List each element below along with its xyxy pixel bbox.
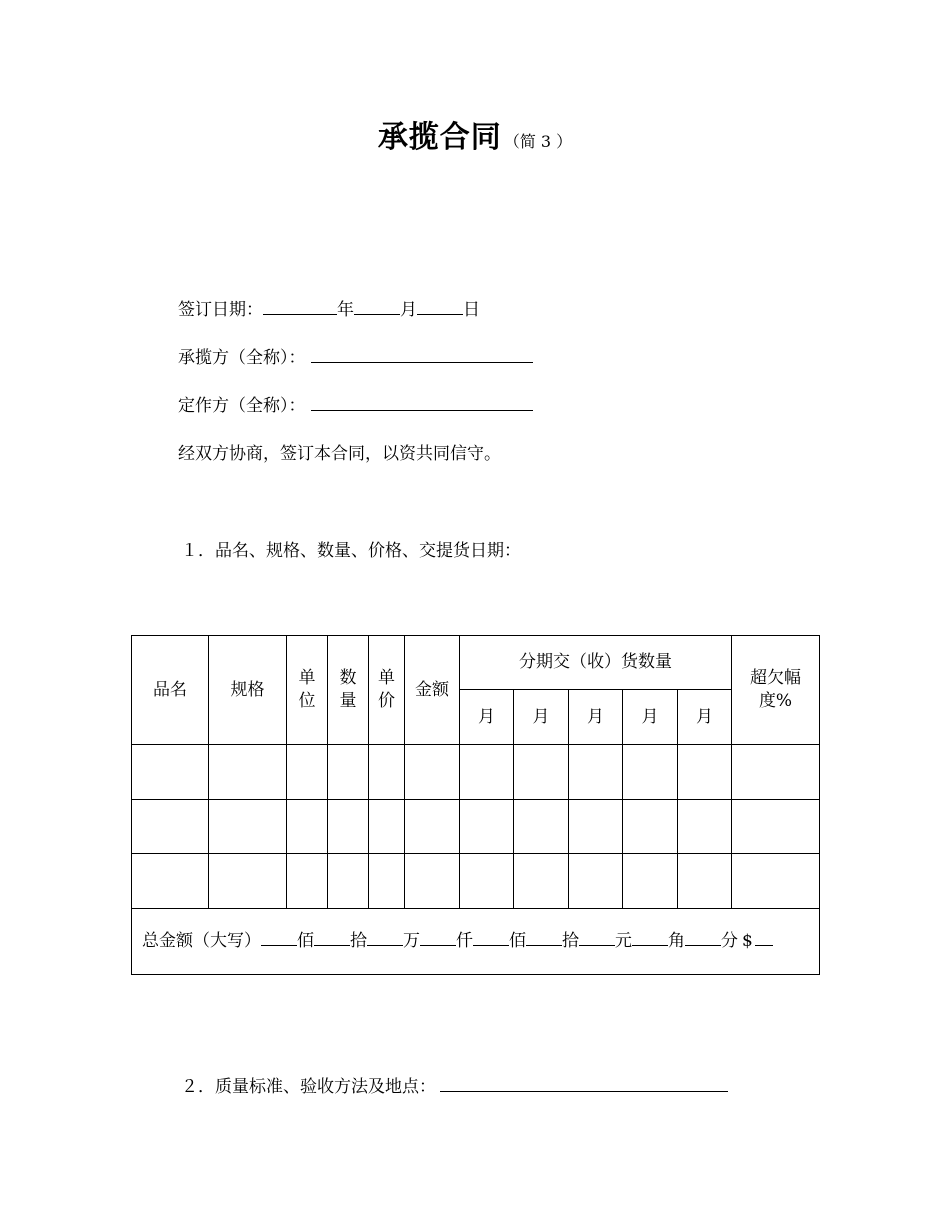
header-name: 品名 [132,636,209,745]
total-field[interactable] [420,930,456,946]
document-title: 承揽合同 [377,120,502,155]
total-field[interactable] [579,930,615,946]
table-row [132,745,820,800]
header-unit: 单位 [287,636,328,745]
table-cell[interactable] [328,854,369,909]
orderer-label: 定作方（全称）： [178,396,306,416]
section-2-heading: ２．质量标准、验收方法及地点： [181,1077,436,1097]
unit-shi-1: 拾 [350,931,367,951]
header-quantity: 数量 [328,636,369,745]
contractor-name-field[interactable] [311,346,533,363]
table-cell[interactable] [132,745,209,800]
table-cell[interactable] [328,745,369,800]
currency-symbol: $ [742,931,753,951]
table-cell[interactable] [569,854,623,909]
table-header-row [132,636,820,690]
header-month-3: 月 [569,690,623,745]
total-field[interactable] [526,930,562,946]
table-cell[interactable] [623,854,678,909]
table-cell[interactable] [287,854,328,909]
total-field[interactable] [314,930,350,946]
table-cell[interactable] [287,745,328,800]
table-cell[interactable] [460,854,514,909]
unit-qian: 仟 [456,931,473,951]
table-cell[interactable] [678,854,732,909]
table-cell[interactable] [369,854,405,909]
total-field[interactable] [473,930,509,946]
sign-year-label: 年 [337,300,354,320]
table-cell[interactable] [732,800,820,854]
table-cell[interactable] [514,800,569,854]
unit-yuan: 元 [615,931,632,951]
table-cell[interactable] [678,745,732,800]
table-cell[interactable] [369,800,405,854]
header-spec: 规格 [209,636,287,745]
table-cell[interactable] [623,745,678,800]
sign-year-field[interactable] [263,298,337,315]
total-row [132,909,820,975]
table-cell[interactable] [623,800,678,854]
sign-date-line [178,298,480,321]
header-tolerance: 超欠幅度% [732,636,820,745]
table-cell[interactable] [460,800,514,854]
unit-jiao: 角 [668,931,685,951]
table-cell[interactable] [405,854,460,909]
unit-bai-1: 佰 [297,931,314,951]
table-row [132,800,820,854]
document-subtitle: （简 3 ） [503,132,573,151]
unit-shi-2: 拾 [562,931,579,951]
orderer-name-field[interactable] [311,394,533,411]
table-cell[interactable] [514,745,569,800]
sign-month-field[interactable] [354,298,400,315]
header-month-2: 月 [514,690,569,745]
table-cell[interactable] [405,745,460,800]
section-2-line [181,1075,728,1098]
total-field[interactable] [261,930,297,946]
header-unit-price: 单价 [369,636,405,745]
unit-bai-2: 佰 [509,931,526,951]
table-cell[interactable] [369,745,405,800]
table-cell[interactable] [569,745,623,800]
table-cell[interactable] [732,854,820,909]
total-field[interactable] [632,930,668,946]
header-month-5: 月 [678,690,732,745]
header-installments: 分期交（收）货数量 [460,636,732,690]
table-cell[interactable] [460,745,514,800]
total-label: 总金额（大写） [142,931,261,951]
orderer-line [178,394,533,417]
total-field[interactable] [685,930,721,946]
table-cell[interactable] [209,745,287,800]
unit-fen: 分 [721,931,738,951]
total-amount-cell [132,909,820,975]
unit-wan: 万 [403,931,420,951]
total-field[interactable] [367,930,403,946]
table-cell[interactable] [678,800,732,854]
table-cell[interactable] [569,800,623,854]
table-cell[interactable] [328,800,369,854]
header-month-1: 月 [460,690,514,745]
table-cell[interactable] [514,854,569,909]
table-row [132,854,820,909]
sign-day-label: 日 [463,300,480,320]
sign-date-label: 签订日期： [178,300,263,320]
contractor-label: 承揽方（全称）： [178,348,306,368]
section-1-heading: １．品名、规格、数量、价格、交提货日期： [181,541,521,561]
intro-text: 经双方协商，签订本合同，以资共同信守。 [178,444,501,464]
table-cell[interactable] [209,800,287,854]
sign-month-label: 月 [400,300,417,320]
document-header [0,112,950,156]
quality-standard-field[interactable] [440,1075,728,1092]
table-cell[interactable] [405,800,460,854]
sign-day-field[interactable] [417,298,463,315]
product-table [131,635,820,975]
contractor-line [178,346,533,369]
header-month-4: 月 [623,690,678,745]
header-amount: 金额 [405,636,460,745]
table-cell[interactable] [132,854,209,909]
table-cell[interactable] [209,854,287,909]
table-cell[interactable] [287,800,328,854]
table-cell[interactable] [732,745,820,800]
total-dollar-field[interactable] [755,930,773,946]
table-cell[interactable] [132,800,209,854]
